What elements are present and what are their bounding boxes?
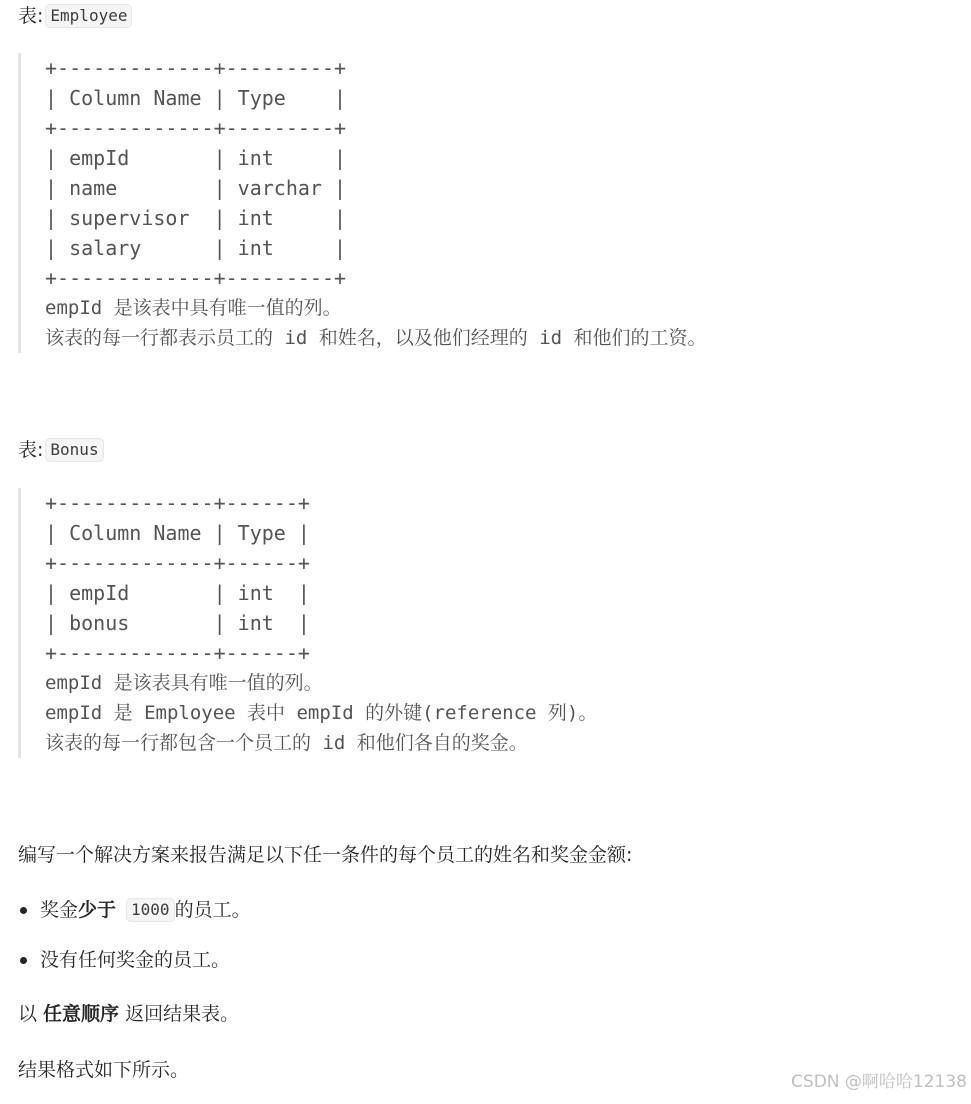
employee-table-name: Employee xyxy=(45,4,132,28)
schema-line: | supervisor | int | xyxy=(45,206,347,230)
order-bold-text: 任意顺序 xyxy=(43,1003,120,1025)
order-instruction xyxy=(18,999,239,1029)
schema-line: | Column Name | Type | xyxy=(45,521,310,545)
schema-line: | Column Name | Type | xyxy=(45,86,347,110)
bonus-note: 该表的每一行都包含一个员工的 id 和他们各自的奖金。 xyxy=(45,732,528,754)
bullet-text-pre: 奖金 xyxy=(40,899,79,921)
bullet-bold-text: 少于 xyxy=(78,899,117,921)
employee-note: empId 是该表中具有唯一值的列。 xyxy=(45,297,342,319)
bullet-icon xyxy=(20,907,27,914)
bullet-text: 没有任何奖金的员工。 xyxy=(40,949,231,971)
schema-line: | name | varchar | xyxy=(45,176,347,200)
order-text-pre: 以 xyxy=(18,1003,44,1025)
format-line: 结果格式如下所示。 xyxy=(18,1059,190,1081)
schema-line: +-------------+---------+ xyxy=(45,56,347,80)
schema-line: +-------------+---------+ xyxy=(45,116,347,140)
employee-table-label xyxy=(18,1,132,31)
problem-intro: 编写一个解决方案来报告满足以下任一条件的每个员工的姓名和奖金金额: xyxy=(18,844,633,866)
bullet-text-post: 的员工。 xyxy=(174,899,251,921)
schema-line: | salary | int | xyxy=(45,236,347,260)
bullet-icon xyxy=(20,957,27,964)
bonus-schema-table xyxy=(45,488,597,668)
schema-line: | bonus | int | xyxy=(45,611,310,635)
bonus-table-label xyxy=(18,435,104,465)
bonus-note: empId 是该表具有唯一值的列。 xyxy=(45,672,323,694)
employee-schema-table xyxy=(45,53,707,293)
schema-line: | empId | int | xyxy=(45,146,347,170)
employee-schema-block xyxy=(18,53,707,353)
table-label-prefix: 表: xyxy=(18,5,44,27)
schema-line: +-------------+------+ xyxy=(45,491,310,515)
bonus-schema-block xyxy=(18,488,597,758)
bonus-note: empId 是 Employee 表中 empId 的外键(reference 列)。 xyxy=(45,702,598,724)
bonus-table-name: Bonus xyxy=(45,438,103,462)
list-item xyxy=(18,945,230,975)
table-label-prefix: 表: xyxy=(18,439,44,461)
list-item xyxy=(18,895,251,925)
schema-line: +-------------+---------+ xyxy=(45,266,347,290)
bullet-code: 1000 xyxy=(126,898,175,922)
employee-note: 该表的每一行都表示员工的 id 和姓名，以及他们经理的 id 和他们的工资。 xyxy=(45,327,707,349)
schema-line: +-------------+------+ xyxy=(45,551,310,575)
order-text-post: 返回结果表。 xyxy=(119,1003,240,1025)
schema-line: | empId | int | xyxy=(45,581,310,605)
watermark: CSDN @啊哈哈12138 xyxy=(791,1072,967,1092)
schema-line: +-------------+------+ xyxy=(45,641,310,665)
